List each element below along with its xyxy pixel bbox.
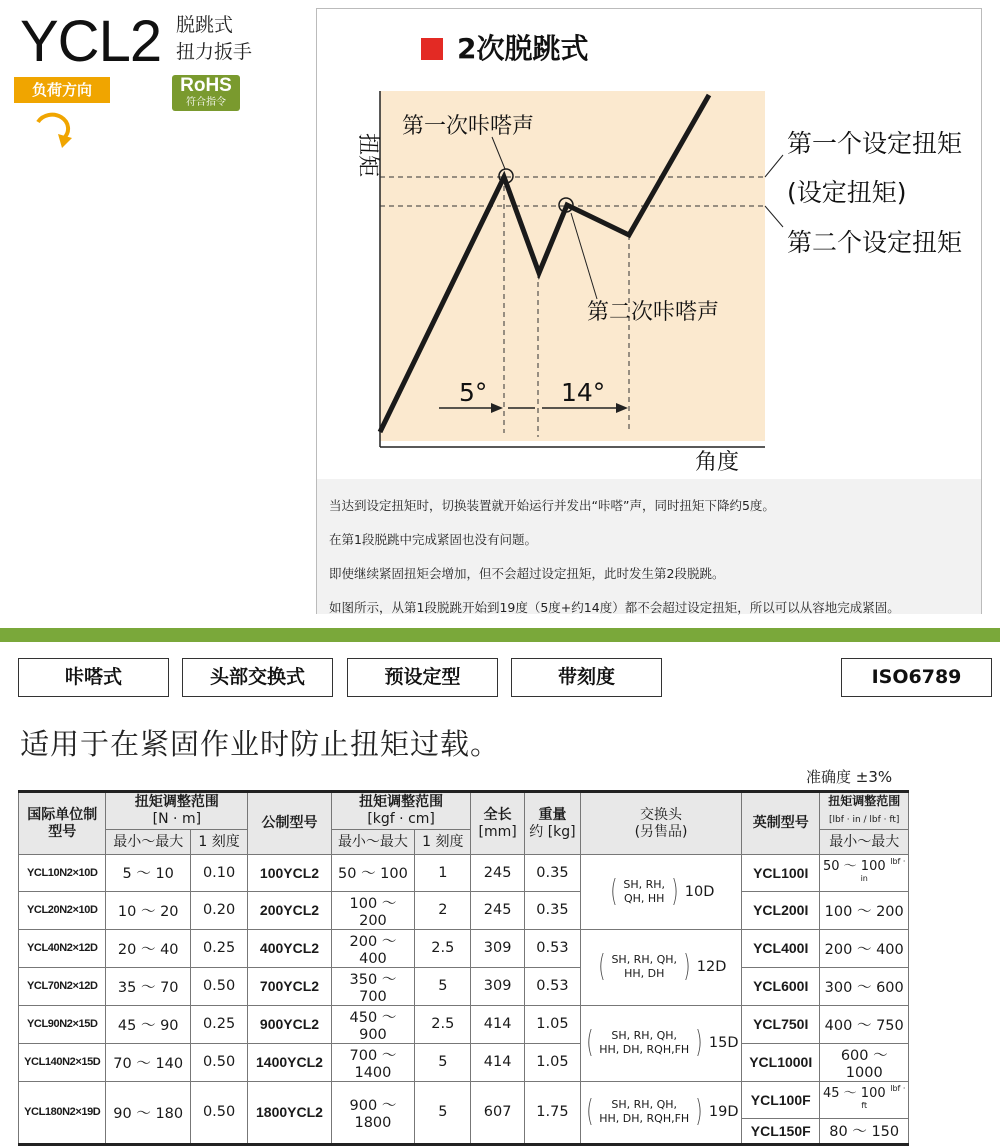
spec-table <box>18 790 909 1146</box>
weight-cell: 1.05 <box>524 1043 580 1081</box>
kgf-step-cell: 5 <box>415 1081 471 1144</box>
intl-model-cell: YCL40N2×12D <box>19 929 106 967</box>
imperial-model-cell: YCL150F <box>742 1118 820 1144</box>
second-click-label: 第二次咔嗒声 <box>587 300 720 325</box>
weight-cell: 1.75 <box>524 1081 580 1144</box>
note-line: 在第1段脱跳中完成紧固也没有问题。 <box>329 532 537 547</box>
accuracy-note: 准确度 ±3% <box>806 768 893 786</box>
length-cell: 414 <box>471 1043 524 1081</box>
imperial-model-cell: YCL1000I <box>742 1043 820 1081</box>
angle1-label: 5° <box>459 378 488 407</box>
nm-step-cell: 0.25 <box>190 1005 247 1043</box>
first-click-label: 第一次咔嗒声 <box>402 114 535 139</box>
imperial-model-cell: YCL100I <box>742 855 820 892</box>
table-row <box>19 929 909 967</box>
header-kgf-minmax: 最小～最大 <box>331 830 414 855</box>
kgf-step-cell: 2.5 <box>415 929 471 967</box>
head-cell: ( SH, RH, QH, HH, DH, RQH,FH ) 15D <box>581 1005 742 1081</box>
weight-cell: 0.53 <box>524 967 580 1005</box>
first-torque-leader <box>765 155 783 177</box>
header-nm-minmax: 最小～最大 <box>106 830 190 855</box>
clockwise-arrow-icon <box>32 108 84 152</box>
intl-model-cell: YCL90N2×15D <box>19 1005 106 1043</box>
kgf-range-cell: 700 ～ 1400 <box>331 1043 414 1081</box>
kgf-step-cell: 1 <box>415 855 471 892</box>
torque-angle-diagram <box>317 9 983 479</box>
head-cell: ( SH, RH, QH, HH ) 10D <box>581 855 742 930</box>
kgf-range-cell: 900 ～ 1800 <box>331 1081 414 1144</box>
second-torque-label: 第二个设定扭矩 <box>787 228 963 257</box>
header-range-kgf: 扭矩调整范围 [kgf · cm] <box>331 792 471 830</box>
imperial-model-cell: YCL750I <box>742 1005 820 1043</box>
torque-diagram-panel <box>316 8 982 614</box>
subtitle-line-2: 扭力扳手 <box>176 41 253 63</box>
nm-step-cell: 0.10 <box>190 855 247 892</box>
weight-cell: 1.05 <box>524 1005 580 1043</box>
nm-step-cell: 0.20 <box>190 891 247 929</box>
imperial-model-cell: YCL200I <box>742 891 820 929</box>
rohs-badge <box>172 75 240 111</box>
kgf-range-cell: 50 ～ 100 <box>331 855 414 892</box>
table-row <box>19 855 909 892</box>
header-kgf-step: 1 刻度 <box>415 830 471 855</box>
kgf-range-cell: 350 ～ 700 <box>331 967 414 1005</box>
metric-model-cell: 1800YCL2 <box>248 1081 331 1144</box>
length-cell: 245 <box>471 855 524 892</box>
section-divider <box>0 628 1000 642</box>
metric-model-cell: 1400YCL2 <box>248 1043 331 1081</box>
lbf-range-cell: 400 ～ 750 <box>820 1005 909 1043</box>
metric-model-cell: 700YCL2 <box>248 967 331 1005</box>
table-row <box>19 967 909 1005</box>
nm-range-cell: 35 ～ 70 <box>106 967 190 1005</box>
y-axis-label: 扭矩 <box>355 133 380 178</box>
nm-range-cell: 20 ～ 40 <box>106 929 190 967</box>
head-cell: ( SH, RH, QH, HH, DH, RQH,FH ) 19D <box>581 1081 742 1144</box>
table-row <box>19 891 909 929</box>
lbf-range-cell: 50 ～ 100 $^{lbf \cdot in}$ <box>820 855 909 892</box>
feature-iso: ISO6789 <box>841 658 992 697</box>
nm-range-cell: 90 ～ 180 <box>106 1081 190 1144</box>
diagram-title-text: 2次脱跳式 <box>457 32 589 65</box>
nm-range-cell: 45 ～ 90 <box>106 1005 190 1043</box>
red-square-icon <box>421 38 443 60</box>
load-direction-badge: 负荷方向 <box>14 77 110 103</box>
nm-range-cell: 5 ～ 10 <box>106 855 190 892</box>
tagline: 适用于在紧固作业时防止扭矩过载。 <box>20 727 501 761</box>
intl-model-cell: YCL10N2×10D <box>19 855 106 892</box>
header-intl-model: 国际单位制型号 <box>19 792 106 855</box>
x-axis-label: 角度 <box>695 450 740 475</box>
feature-click-type: 咔嗒式 <box>18 658 169 697</box>
metric-model-cell: 900YCL2 <box>248 1005 331 1043</box>
first-torque-sublabel: (设定扭矩) <box>787 178 907 207</box>
kgf-range-cell: 200 ～ 400 <box>331 929 414 967</box>
metric-model-cell: 400YCL2 <box>248 929 331 967</box>
lbf-range-cell: 45 ～ 100 $^{lbf \cdot ft}$ <box>820 1081 909 1118</box>
nm-step-cell: 0.25 <box>190 929 247 967</box>
note-line: 当达到设定扭矩时，切换装置就开始运行并发出“咔嗒”声，同时扭矩下降约5度。 <box>329 498 775 513</box>
kgf-step-cell: 5 <box>415 967 471 1005</box>
note-line: 如图所示，从第1段脱跳开始到19度（5度+约14度）都不会超过设定扭矩，所以可以从容地完成紧固。 <box>329 600 900 615</box>
imperial-model-cell: YCL400I <box>742 929 820 967</box>
header-range-lbf: 扭矩调整范围 [lbf · in / lbf · ft] <box>820 792 909 830</box>
angle2-label: 14° <box>561 378 606 407</box>
metric-model-cell: 200YCL2 <box>248 891 331 929</box>
lbf-range-cell: 80 ～ 150 <box>820 1118 909 1144</box>
nm-step-cell: 0.50 <box>190 967 247 1005</box>
table-row <box>19 1005 909 1043</box>
length-cell: 245 <box>471 891 524 929</box>
weight-cell: 0.35 <box>524 855 580 892</box>
kgf-range-cell: 100 ～ 200 <box>331 891 414 929</box>
header-weight: 重量 约 [kg] <box>524 792 580 855</box>
diagram-notes <box>317 479 981 614</box>
rohs-label: RoHS <box>180 75 232 96</box>
second-torque-leader <box>765 206 783 227</box>
feature-head-exchange: 头部交换式 <box>182 658 333 697</box>
lbf-range-cell: 200 ～ 400 <box>820 929 909 967</box>
lbf-range-cell: 100 ～ 200 <box>820 891 909 929</box>
product-model: YCL2 <box>20 9 162 74</box>
length-cell: 309 <box>471 929 524 967</box>
header-head: 交换头 (另售品) <box>581 792 742 855</box>
product-subtitle <box>176 12 252 66</box>
header-metric-model: 公制型号 <box>248 792 331 855</box>
feature-scale: 带刻度 <box>511 658 662 697</box>
feature-preset: 预设定型 <box>347 658 498 697</box>
nm-range-cell: 10 ～ 20 <box>106 891 190 929</box>
table-row <box>19 1081 909 1118</box>
nm-step-cell: 0.50 <box>190 1043 247 1081</box>
kgf-range-cell: 450 ～ 900 <box>331 1005 414 1043</box>
length-cell: 414 <box>471 1005 524 1043</box>
length-cell: 309 <box>471 967 524 1005</box>
weight-cell: 0.35 <box>524 891 580 929</box>
imperial-model-cell: YCL600I <box>742 967 820 1005</box>
subtitle-line-1: 脱跳式 <box>176 14 234 36</box>
table-row <box>19 1043 909 1081</box>
note-line: 即使继续紧固扭矩会增加，但不会超过设定扭矩，此时发生第2段脱跳。 <box>329 566 725 581</box>
intl-model-cell: YCL20N2×10D <box>19 891 106 929</box>
header-lbf-minmax: 最小～最大 <box>820 830 909 855</box>
nm-range-cell: 70 ～ 140 <box>106 1043 190 1081</box>
lbf-range-cell: 300 ～ 600 <box>820 967 909 1005</box>
intl-model-cell: YCL70N2×12D <box>19 967 106 1005</box>
header-range-nm: 扭矩调整范围 [N · m] <box>106 792 248 830</box>
intl-model-cell: YCL140N2×15D <box>19 1043 106 1081</box>
diagram-title <box>421 27 588 67</box>
nm-step-cell: 0.50 <box>190 1081 247 1144</box>
kgf-step-cell: 2.5 <box>415 1005 471 1043</box>
imperial-model-cell: YCL100F <box>742 1081 820 1118</box>
header-nm-step: 1 刻度 <box>190 830 247 855</box>
lbf-range-cell: 600 ～ 1000 <box>820 1043 909 1081</box>
weight-cell: 0.53 <box>524 929 580 967</box>
rohs-sublabel: 符合指令 <box>186 97 226 108</box>
kgf-step-cell: 2 <box>415 891 471 929</box>
head-cell: ( SH, RH, QH, HH, DH ) 12D <box>581 929 742 1005</box>
header-imperial-model: 英制型号 <box>742 792 820 855</box>
metric-model-cell: 100YCL2 <box>248 855 331 892</box>
header-length: 全长 [mm] <box>471 792 524 855</box>
intl-model-cell: YCL180N2×19D <box>19 1081 106 1144</box>
first-torque-label: 第一个设定扭矩 <box>787 129 963 158</box>
kgf-step-cell: 5 <box>415 1043 471 1081</box>
length-cell: 607 <box>471 1081 524 1144</box>
